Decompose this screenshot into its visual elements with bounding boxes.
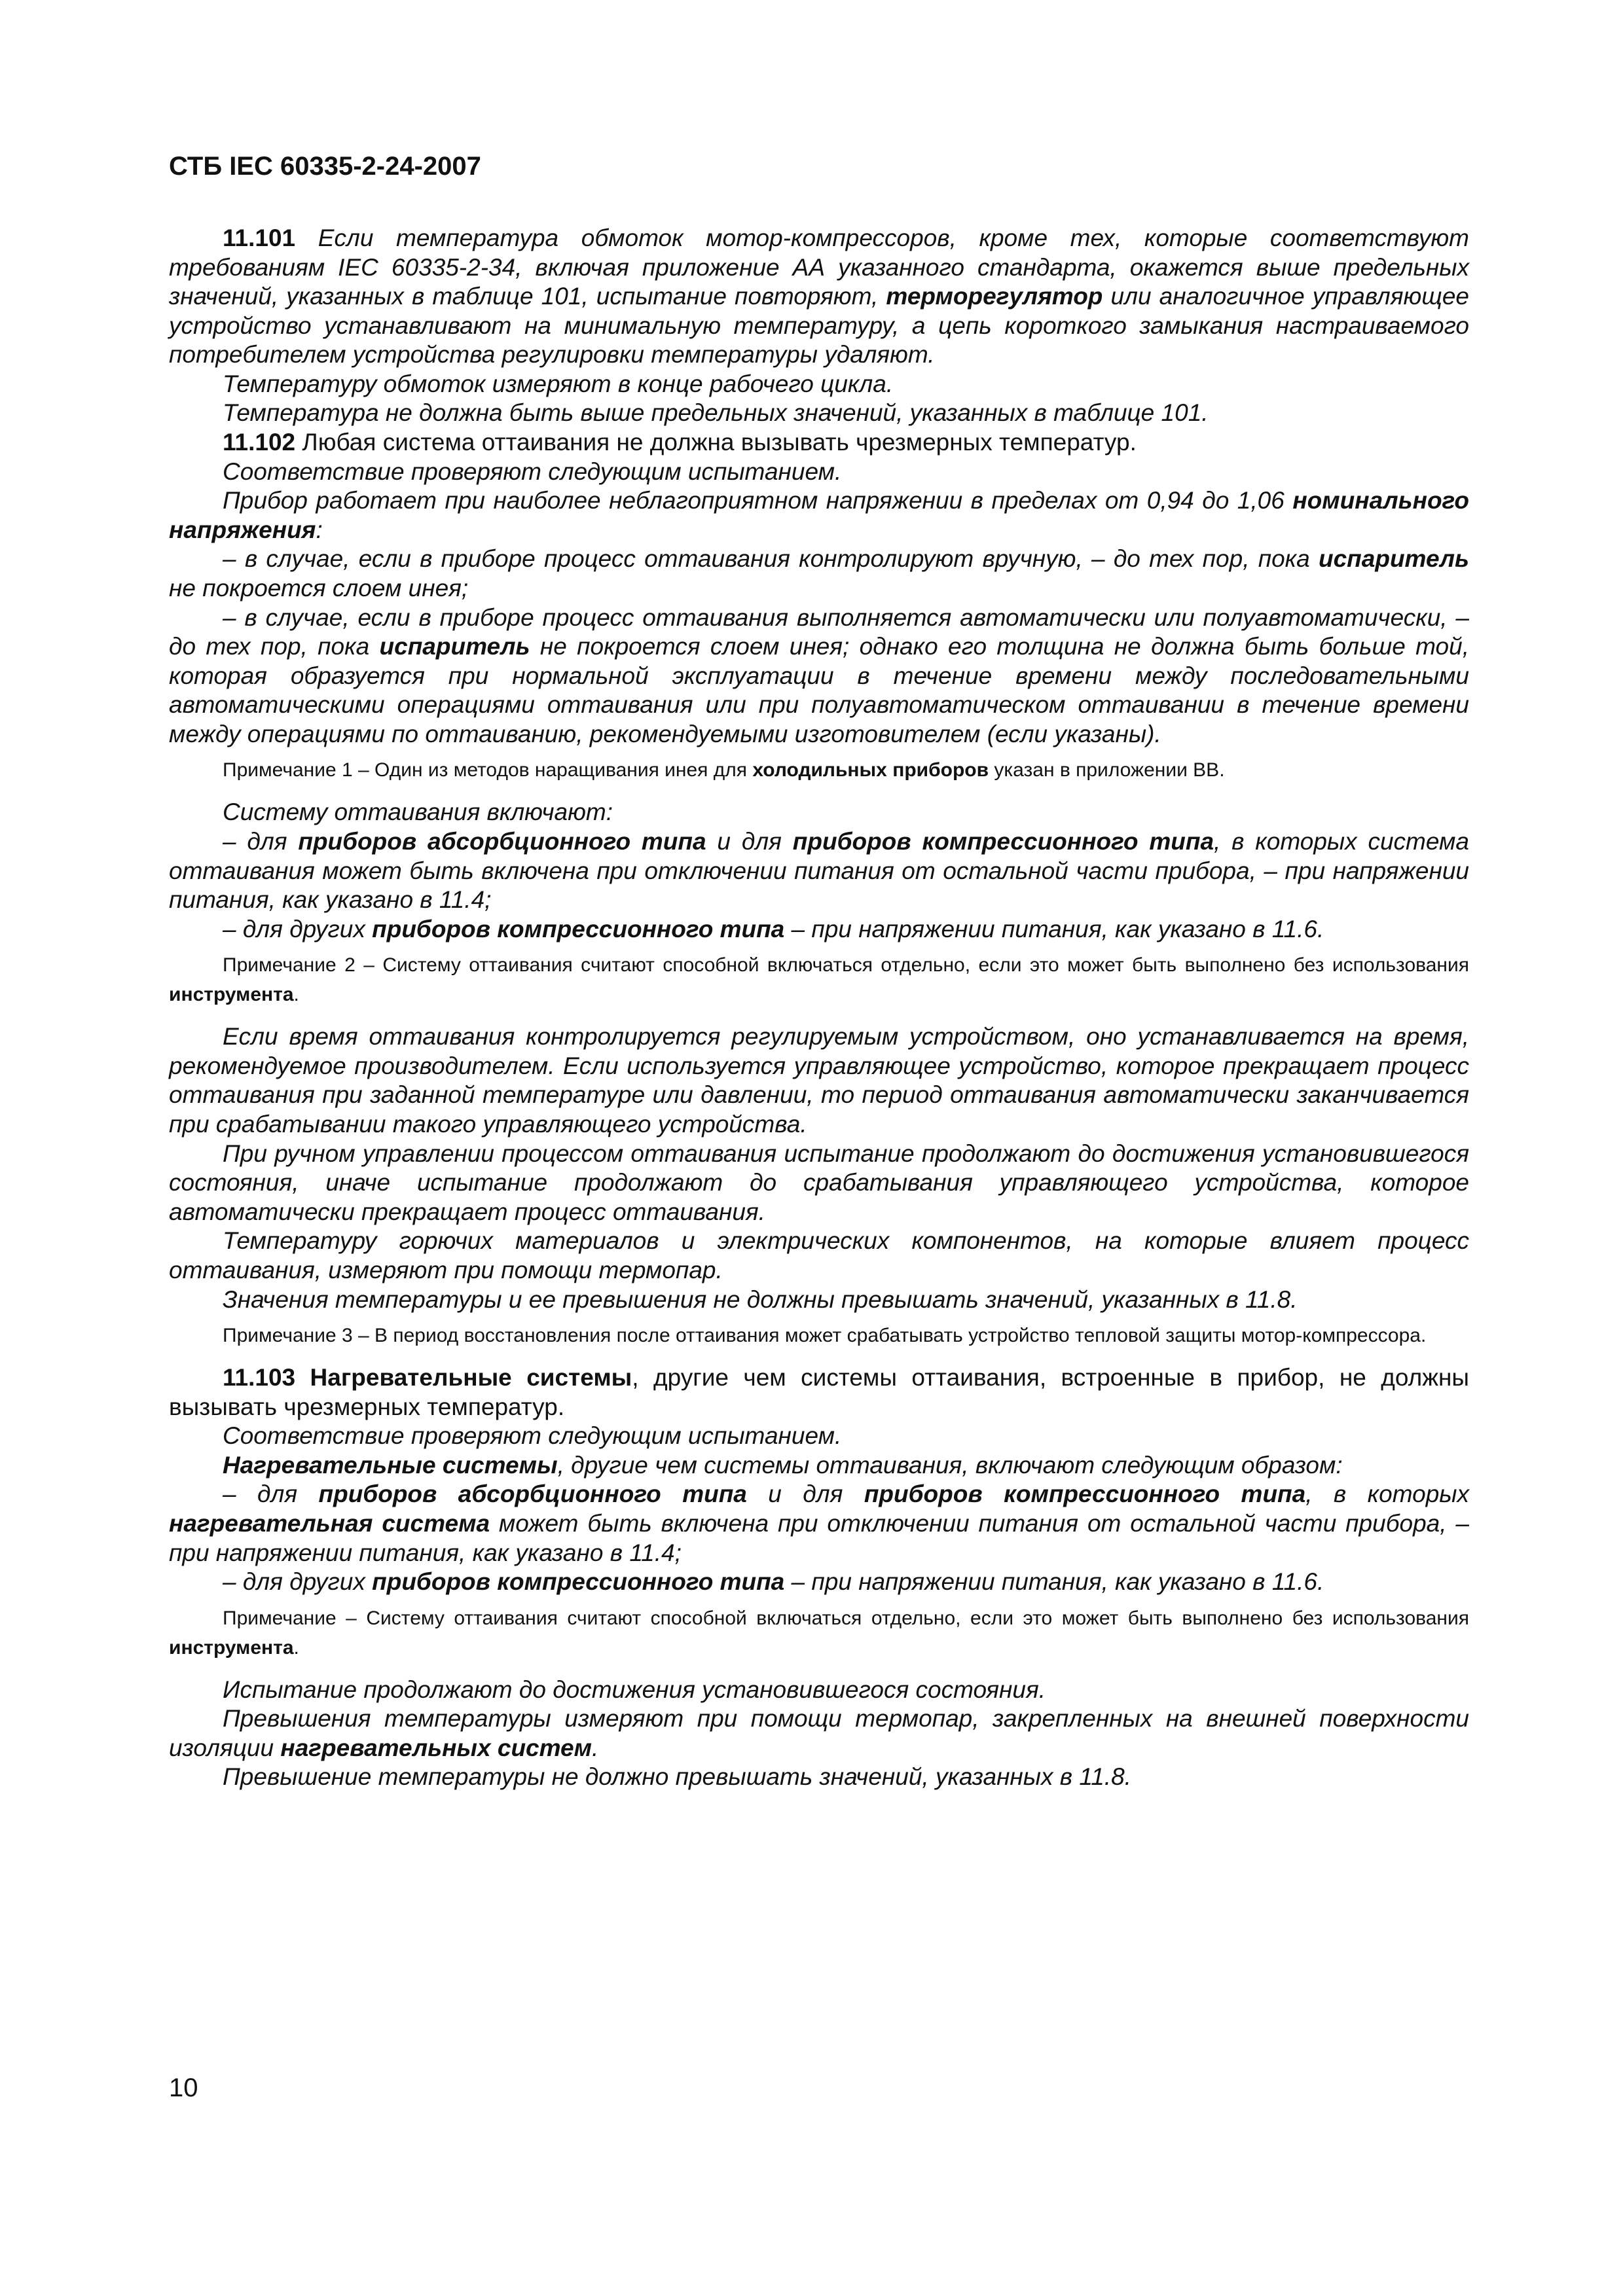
note-paragraph xyxy=(169,755,1469,785)
bold-term: приборов абсорбционного типа xyxy=(298,827,706,855)
note-paragraph xyxy=(169,950,1469,1009)
bold-term: приборов компрессионного типа xyxy=(864,1480,1306,1508)
text-run: : xyxy=(316,516,323,543)
note-paragraph xyxy=(169,1321,1469,1350)
body-paragraph xyxy=(169,915,1469,944)
body-paragraph xyxy=(169,1022,1469,1139)
bold-term: инструмента xyxy=(169,984,294,1006)
body-paragraph xyxy=(169,1451,1469,1480)
body-paragraph xyxy=(169,428,1469,457)
document-page xyxy=(169,151,1469,1792)
body-paragraph xyxy=(169,1704,1469,1763)
bold-term: нагревательная система xyxy=(169,1509,490,1537)
body-paragraph xyxy=(169,1285,1469,1315)
bold-term: приборов абсорбционного типа xyxy=(318,1480,747,1508)
bold-term: нагревательных систем xyxy=(280,1734,592,1761)
bold-term: Нагревательные системы xyxy=(223,1451,558,1479)
text-run: – при напряжении питания, как указано в 11.6. xyxy=(784,915,1324,942)
text-run: Систему оттаивания включают: xyxy=(223,798,613,826)
text-run: и для xyxy=(706,827,793,855)
text-run: Если время оттаивания контролируется регулируемым устройством, оно устанавливается на время, рекомендуемое производителем. Если используется управляющее устройство, которое прекращает процесс оттаивания при заданной температуре или давлении, то период оттаивания автоматически заканчивается при срабатывании такого управляющего устройства. xyxy=(169,1023,1469,1138)
bold-term: терморегулятор xyxy=(886,283,1103,310)
text-run: , в которых система оттаивания может быть включена при отключении питания от остальной части прибора, – при напряжении питания, как указано в 11.4; xyxy=(169,827,1469,914)
body-paragraph xyxy=(169,370,1469,399)
bold-term: инструмента xyxy=(169,1636,294,1659)
text-run: Прибор работает при наиболее неблагоприятном напряжении в пределах от 0,94 до 1,06 xyxy=(223,487,1293,514)
text-run: – при напряжении питания, как указано в 11.6. xyxy=(784,1568,1324,1596)
body-paragraph xyxy=(169,1676,1469,1705)
text-run: может быть включена при отключении питания от остальной части прибора, – при напряжении питания, как указано в 11.4; xyxy=(169,1509,1470,1566)
text-run: , другие чем системы оттаивания, встроенные в прибор, не должны вызывать чрезмерных температур. xyxy=(169,1364,1470,1420)
text-run: Примечание 2 – Систему оттаивания считают способной включаться отдельно, если это может быть выполнено без использования xyxy=(223,954,1469,977)
bold-term: холодильных приборов xyxy=(752,759,989,781)
text-run: – в случае, если в приборе процесс оттаивания контролируют вручную, – до тех пор, пока xyxy=(223,545,1319,573)
bold-term: 11.103 Нагревательные xyxy=(223,1364,512,1391)
body-paragraph xyxy=(169,1480,1469,1568)
body-paragraph xyxy=(169,457,1469,487)
text-run: – в случае, если в приборе процесс оттаивания выполняется автоматически или полуавтоматически, – до тех пор, пока xyxy=(169,603,1469,660)
text-run: Соответствие проверяют следующим испытанием. xyxy=(223,1422,842,1450)
body-paragraph xyxy=(169,1363,1469,1422)
body-paragraph xyxy=(169,798,1469,827)
text-run: Температуру горючих материалов и электрических компонентов, на которые влияет процесс оттаивания, измеряют при помощи термопар. xyxy=(169,1227,1469,1283)
body-paragraph xyxy=(169,1139,1469,1227)
body-paragraph xyxy=(169,1227,1469,1285)
text-run: не покроется слоем инея; однако его толщина не должна быть больше той, которая образуется при нормальной эксплуатации в течение времени между последовательными автоматическими операциями оттаивания или при полуавтоматическом оттаивании в течение времени между операциями по оттаиванию, рекомендуемыми изготовителем (если указаны). xyxy=(169,633,1469,747)
bold-term: 11.101 xyxy=(223,224,296,251)
bold-term: приборов компрессионного типа xyxy=(372,1568,785,1596)
text-run: Превышения температуры измеряют при помощи термопар, закрепленных на внешней поверхности изоляции xyxy=(169,1705,1469,1761)
text-run: – для xyxy=(223,827,299,855)
text-run: Испытание продолжают до достижения установившегося состояния. xyxy=(223,1676,1046,1703)
text-run: Любая система оттаивания не должна вызывать чрезмерных температур. xyxy=(295,429,1137,456)
text-run: указан в приложении ВВ. xyxy=(989,759,1225,781)
text-run: . xyxy=(293,1636,299,1659)
text-run: и для xyxy=(746,1480,864,1508)
body-paragraph xyxy=(169,1763,1469,1792)
text-run: Если температура обмоток мотор-компрессоров, кроме тех, которые соответствуют требованиям IEC 60335-2-34, включая приложение АА указанного стандарта, окажется выше предельных значений, указанных в таблице 101, испытание повторяют, xyxy=(169,224,1469,310)
text-run: Температуру обмоток измеряют в конце рабочего цикла. xyxy=(223,370,894,397)
text-run: . xyxy=(592,1734,599,1761)
body-paragraph xyxy=(169,224,1469,370)
body-paragraph xyxy=(169,545,1469,603)
page-number: 10 xyxy=(169,2073,198,2102)
body-paragraph xyxy=(169,1422,1469,1451)
bold-term: приборов компрессионного типа xyxy=(372,915,785,942)
body-paragraph xyxy=(169,486,1469,545)
bold-term: приборов компрессионного типа xyxy=(792,827,1214,855)
text-run: Температура не должна быть выше предельных значений, указанных в таблице 101. xyxy=(223,399,1209,427)
text-run: . xyxy=(293,984,299,1006)
bold-term: испаритель xyxy=(379,633,530,660)
body-text xyxy=(169,224,1469,1792)
body-paragraph xyxy=(169,827,1469,915)
text-run: Превышение температуры не должно превышать значений, указанных в 11.8. xyxy=(223,1763,1131,1791)
body-paragraph xyxy=(169,399,1469,428)
text-run: или аналогичное управляющее устройство устанавливают на минимальную температуру, а цепь короткого замыкания настраиваемого потребителем устройства регулировки температуры удаляют. xyxy=(169,283,1469,368)
body-paragraph xyxy=(169,603,1469,749)
text-run xyxy=(512,1364,526,1391)
text-run: Примечание – Систему оттаивания считают способной включаться отдельно, если это может быть выполнено без использования xyxy=(223,1607,1469,1629)
text-run: Примечание 3 – В период восстановления после оттаивания может срабатывать устройство тепловой защиты мотор-компрессора. xyxy=(223,1325,1427,1347)
text-run: Соответствие проверяют следующим испытанием. xyxy=(223,457,842,485)
bold-term: номинального напряжения xyxy=(169,487,1469,543)
bold-term: испаритель xyxy=(1319,545,1469,573)
text-run: При ручном управлении процессом оттаивания испытание продолжают до достижения установившегося состояния, иначе испытание продолжают до срабатывания управляющего устройства, которое автоматически прекращает процесс оттаивания. xyxy=(169,1139,1469,1225)
text-run: Примечание 1 – Один из методов наращивания инея для xyxy=(223,759,753,781)
text-run: Значения температуры и ее превышения не должны превышать значений, указанных в 11.8. xyxy=(223,1285,1298,1313)
text-run: – для xyxy=(223,1480,319,1508)
bold-term: 11.102 xyxy=(223,429,296,456)
text-run: , в которых xyxy=(1305,1480,1469,1508)
text-run: – для других xyxy=(223,915,373,942)
bold-term: системы xyxy=(526,1364,632,1391)
body-paragraph xyxy=(169,1568,1469,1597)
text-run: не покроется слоем инея; xyxy=(169,574,469,601)
text-run: – для других xyxy=(223,1568,373,1596)
page-header: СТБ IEC 60335-2-24-2007 xyxy=(169,152,481,181)
text-run: , другие чем системы оттаивания, включают следующим образом: xyxy=(557,1451,1343,1479)
note-paragraph xyxy=(169,1604,1469,1662)
